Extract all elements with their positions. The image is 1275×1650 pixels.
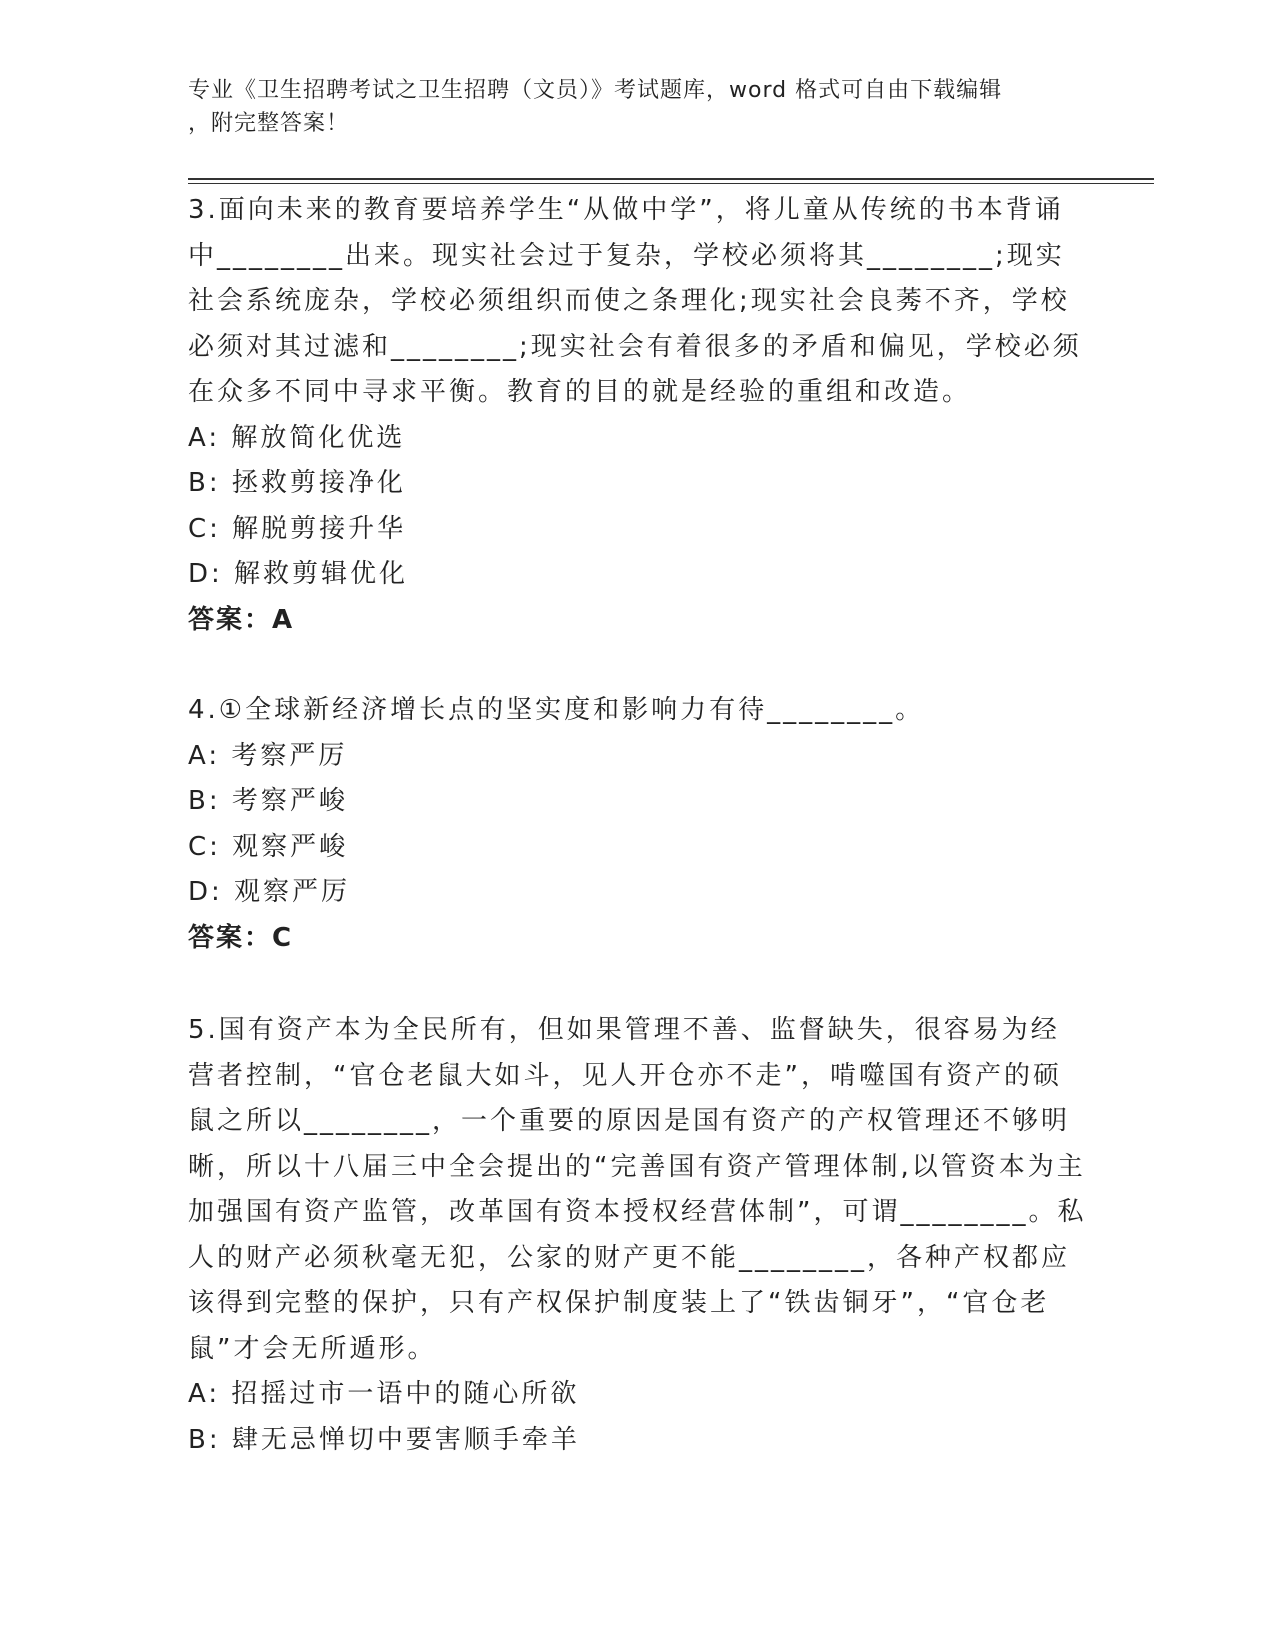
question-5 xyxy=(188,1008,1088,1463)
option-a: A: 解放简化优选 xyxy=(188,422,406,453)
header-divider-thin xyxy=(188,183,1154,184)
question-3 xyxy=(188,188,1088,643)
answer: 答案：C xyxy=(188,922,294,953)
question-stem: 5.国有资产本为全民所有，但如果管理不善、监督缺失，很容易为经营者控制，“官仓老鼠大如斗，见人开仓亦不走”，啃噬国有资产的硕鼠之所以________，一个重要的原因是国有资产的产权管理还不够明晰，所以十八届三中全会提出的“完善国有资产管理体制,以管资本为主加强国有资产监管，改革国有资本授权经营体制”，可谓________。私人的财产必须秋毫无犯，公家的财产更不能________，各种产权都应该得到完整的保护，只有产权保护制度装上了“铁齿铜牙”，“官仓老鼠”才会无所遁形。 xyxy=(188,1015,1087,1364)
option-b: B: 考察严峻 xyxy=(188,786,348,816)
option-a: A: 考察严厉 xyxy=(188,740,348,771)
question-stem: 4.①全球新经济增长点的坚实度和影响力有待________。 xyxy=(188,695,925,725)
header-line-1: 专业《卫生招聘考试之卫生招聘（文员）》考试题库，word 格式可自由下载编辑 xyxy=(188,78,1003,103)
header-line-2: ，附完整答案！ xyxy=(188,111,350,136)
option-d: D: 解救剪辑优化 xyxy=(188,559,409,589)
header-divider-thick xyxy=(188,178,1154,180)
answer: 答案：A xyxy=(188,604,295,635)
option-b: B: 肆无忌惮切中要害顺手牵羊 xyxy=(188,1424,580,1455)
option-d: D: 观察严厉 xyxy=(188,877,351,907)
question-4 xyxy=(188,688,1088,961)
option-b: B: 拯救剪接净化 xyxy=(188,468,406,498)
option-c: C: 解脱剪接升华 xyxy=(188,513,407,544)
question-stem: 3.面向未来的教育要培养学生“从做中学”，将儿童从传统的书本背诵中________出来。现实社会过于复杂，学校必须将其________;现实社会系统庞杂，学校必须组织而使之条理化;现实社会良莠不齐，学校必须对其过滤和________;现实社会有着很多的矛盾和偏见，学校必须在众多不同中寻求平衡。教育的目的就是经验的重组和改造。 xyxy=(188,195,1082,407)
option-a: A: 招摇过市一语中的随心所欲 xyxy=(188,1379,580,1409)
page-header xyxy=(188,74,1068,140)
option-c: C: 观察严峻 xyxy=(188,831,349,862)
